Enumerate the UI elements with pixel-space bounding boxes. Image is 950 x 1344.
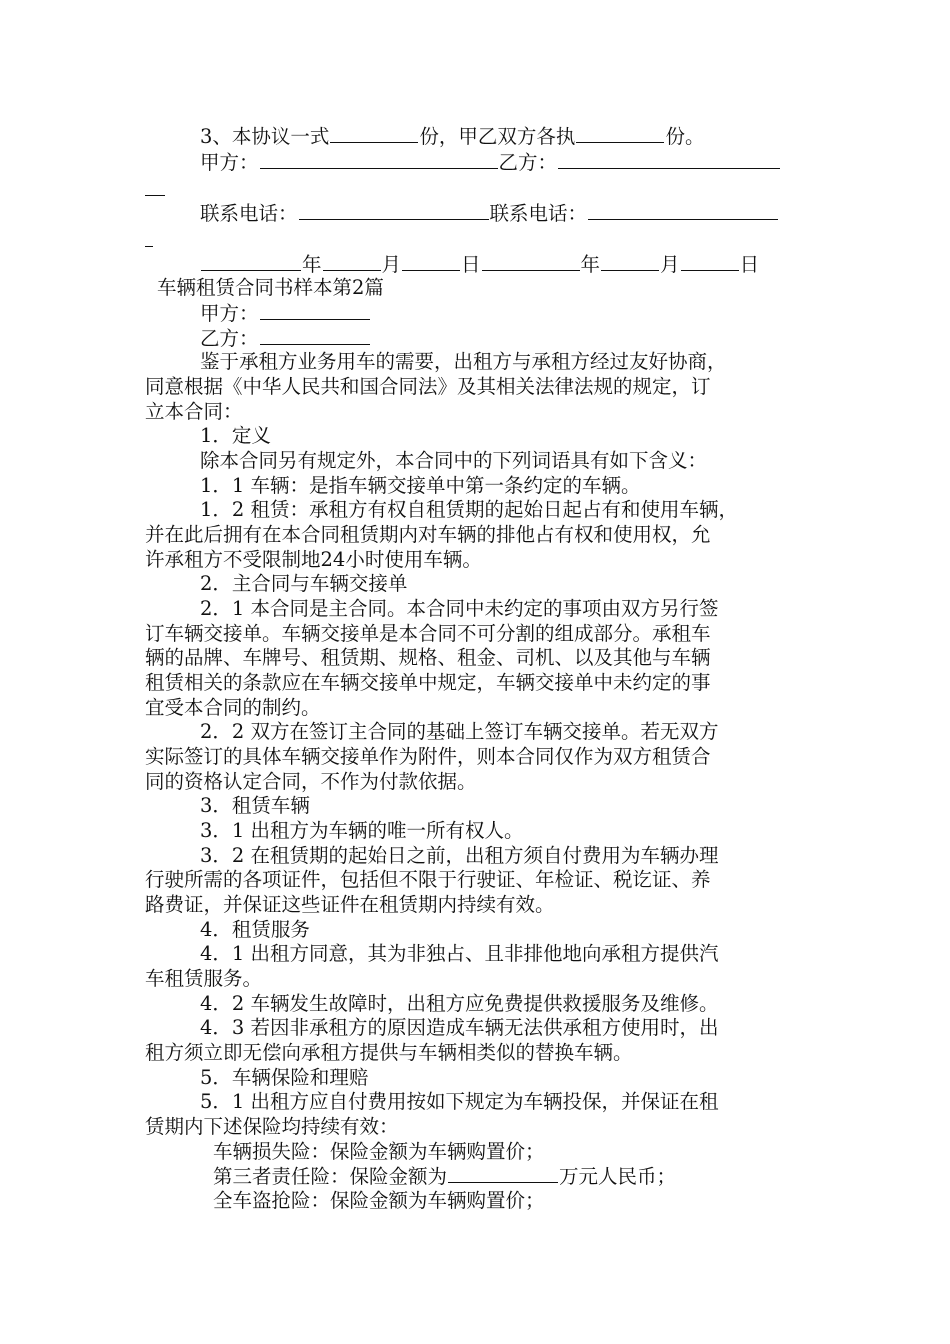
body-line: 4．1 出租方同意，其为非独占、且非排他地向承租方提供汽 [200,942,719,965]
section-heading: 5．车辆保险和理赔 [200,1066,369,1089]
section-heading: 1．定义 [200,424,271,447]
date-line [145,252,810,276]
section-heading: 3．租赁车辆 [200,794,310,817]
body-line: 订车辆交接单。车辆交接单是本合同不可分割的组成部分。承租车 [145,622,711,645]
body-line: 租赁相关的条款应在车辆交接单中规定，车辆交接单中未约定的事 [145,671,711,694]
line-continuation-stub [145,245,153,247]
blank-copies-total [330,124,418,143]
party-b-label: 乙方： [498,151,558,174]
body-line: 除本合同另有规定外，本合同中的下列词语具有如下含义： [200,449,708,472]
blank-month-b [601,252,659,271]
body-line: 赁期内下述保险均持续有效： [145,1115,399,1138]
party-b-line [145,326,810,350]
copies-mid: 份，甲乙双方各执 [419,125,576,148]
body-line: 车租赁服务。 [145,967,263,990]
copies-prefix: 3、本协议一式 [200,125,330,148]
day-label: 日 [461,253,481,276]
body-line: 并在此后拥有在本合同租赁期内对车辆的排他占有权和使用权，允 [145,523,711,546]
blank-phone-b [588,201,778,220]
body-line: 实际签订的具体车辆交接单作为附件，则本合同仅作为双方租赁合 [145,745,711,768]
month-label: 月 [381,253,402,276]
copies-line [145,124,810,148]
blank-phone-a [299,201,489,220]
party-b-label: 乙方： [200,327,259,350]
blank-month-a [323,252,381,271]
doc-title: 车辆租赁合同书样本第2篇 [157,276,384,299]
blank-copies-each [576,124,664,143]
body-line: 租方须立即无偿向承租方提供与车辆相类似的替换车辆。 [145,1041,633,1064]
section-heading: 2．主合同与车辆交接单 [200,572,408,595]
body-line: 4．2 车辆发生故障时，出租方应免费提供救援服务及维修。 [200,992,719,1015]
body-line: 1．2 租赁：承租方有权自租赁期的起始日起占有和使用车辆， [200,498,739,521]
body-line: 路费证，并保证这些证件在租赁期内持续有效。 [145,893,555,916]
body-line: 2．2 双方在签订主合同的基础上签订车辆交接单。若无双方 [200,720,719,743]
insurance-theft: 全车盗抢险：保险金额为车辆购置价； [213,1189,545,1212]
party-a-label: 甲方： [200,302,259,325]
third-party-suffix: 万元人民币； [559,1165,677,1188]
blank-day-a [402,252,460,271]
body-line: 5．1 出租方应自付费用按如下规定为车辆投保，并保证在租 [200,1090,719,1113]
blank-party-a [260,150,498,169]
blank-third-party-amount [448,1164,558,1183]
body-line: 辆的品牌、车牌号、租赁期、规格、租金、司机、以及其他与车辆 [145,646,711,669]
year-label: 年 [302,253,322,276]
body-line: 3．1 出租方为车辆的唯一所有权人。 [200,819,524,842]
body-line: 1．1 车辆：是指车辆交接单中第一条约定的车辆。 [200,474,641,497]
phone-a-label: 联系电话： [200,202,298,225]
blank-year-b [482,252,580,271]
body-line: 同意根据《中华人民共和国合同法》及其相关法律法规的规定，订 [145,375,711,398]
line-continuation-stub [145,194,165,196]
party-a-label: 甲方： [200,151,259,174]
month-label: 月 [660,253,680,276]
blank-year-a [201,252,301,271]
body-line: 同的资格认定合同，不作为付款依据。 [145,770,477,793]
blank-party-b-name [260,326,370,345]
blank-day-b [681,252,739,271]
day-label: 日 [739,253,760,276]
body-line: 4．3 若因非承租方的原因造成车辆无法供承租方使用时，出 [200,1016,719,1039]
phone-b-label: 联系电话： [489,202,588,225]
party-a-line [145,301,810,325]
insurance-vehicle-loss: 车辆损失险：保险金额为车辆购置价； [213,1140,545,1163]
blank-party-a-name [260,301,370,320]
body-line: 宜受本合同的制约。 [145,696,321,719]
year-label: 年 [580,253,601,276]
section-heading: 4．租赁服务 [200,918,310,941]
blank-party-b [558,150,780,169]
body-line: 鉴于承租方业务用车的需要，出租方与承租方经过友好协商， [200,350,727,373]
body-line: 2．1 本合同是主合同。本合同中未约定的事项由双方另行签 [200,597,719,620]
body-line: 行驶所需的各项证件，包括但不限于行驶证、年检证、税讫证、养 [145,868,711,891]
third-party-prefix: 第三者责任险：保险金额为 [213,1165,448,1188]
body-line: 立本合同： [145,400,243,423]
body-line: 许承租方不受限制地24小时使用车辆。 [145,548,482,571]
phone-line [145,201,810,225]
insurance-third-party [145,1164,810,1188]
copies-suffix: 份。 [665,125,705,148]
party-signature-line [145,150,810,174]
body-line: 3．2 在租赁期的起始日之前，出租方须自付费用为车辆办理 [200,844,719,867]
